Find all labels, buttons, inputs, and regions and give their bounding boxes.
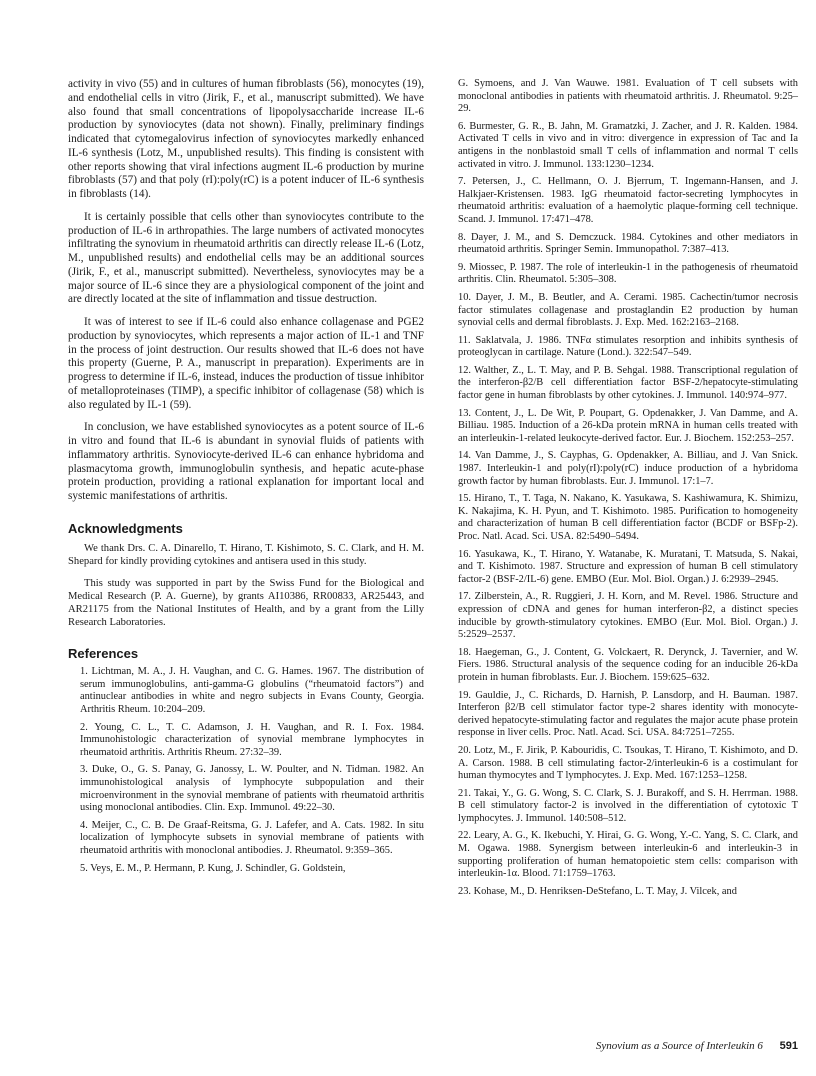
reference-item: 17. Zilberstein, A., R. Ruggieri, J. H. Korn, and M. Revel. 1986. Structure and expression of cDNA and genes for human interferon-β2, a distinct species inducible by growth-stimulatory cytokines. EMBO (Eur. Mol. Biol. Organ.) J. 5:2529–2537. — [458, 591, 798, 641]
reference-item: 20. Lotz, M., F. Jirik, P. Kabouridis, C. Tsoukas, T. Hirano, T. Kishimoto, and D. A. Carson. 1988. B cell stimulating factor-2/interleukin-6 is a costimulant for human thymocytes and T lymphocytes. J. Exp. Med. 167:1253–1258. — [458, 744, 798, 782]
reference-item: 13. Content, J., L. De Wit, P. Poupart, G. Opdenakker, J. Van Damme, and A. Billiau. 1985. Induction of a 26-kDa protein mRNA in human cells treated with an interleukin-1-related leukocyte-derived factor. Eur. J. Biochem. 152:253–257. — [458, 407, 798, 444]
page-footer — [446, 1040, 798, 1052]
left-column — [68, 78, 424, 880]
right-column — [446, 78, 798, 903]
reference-item: 12. Walther, Z., L. T. May, and P. B. Sehgal. 1988. Transcriptional regulation of the interferon-β2/B cell differentiation factor BSF-2/hepatocyte-stimulating factor gene in human fibroblasts by other cytokines. J. Immunol. 140:974–977. — [458, 364, 798, 402]
reference-list — [446, 78, 798, 898]
body-paragraph: activity in vivo (55) and in cultures of human fibroblasts (56), monocytes (19), and endothelial cells in vitro (Jirik, F., et al., manuscript submitted). We have also found that small concentrations of lipopolysaccharide increase IL-6 production by synoviocytes (data not shown). Finally, preliminary findings indicated that cytomegalovirus infection of synoviocytes markedly enhanced IL-6 synthesis (Lotz, M., unpublished results). This finding is consistent with other reports showing that viral infections augment IL-6 production by murine fibroblasts (57) and that poly (rI):poly(rC) is a potent inducer of IL-6 synthesis in fibroblasts (14). — [68, 78, 424, 200]
running-title: Synovium as a Source of Interleukin 6 — [595, 1040, 763, 1052]
references-heading: References — [68, 645, 139, 661]
reference-item: 19. Gauldie, J., C. Richards, D. Harnish, P. Lansdorp, and H. Bauman. 1987. Interferon β2/B cell stimulator factor type-2 shares identity with monocyte-derived hepatocyte-stimulating factor and regulates the major acute phase protein response in liver cells. Proc. Natl. Acad. Sci. USA. 84:7251–7255. — [458, 689, 798, 739]
reference-item: 22. Leary, A. G., K. Ikebuchi, Y. Hirai, G. G. Wong, Y.-C. Yang, S. C. Clark, and M. Ogawa. 1988. Synergism between interleukin-6 and interleukin-3 in supporting proliferation of human hematopoietic stem cells: comparison with interleukin-1α. Blood. 71:1759–1763. — [458, 830, 798, 880]
reference-item: 11. Saklatvala, J. 1986. TNFα stimulates resorption and inhibits synthesis of proteoglycan in cartilage. Nature (Lond.). 322:547–549. — [458, 334, 798, 359]
reference-item: 9. Miossec, P. 1987. The role of interleukin-1 in the pathogenesis of rheumatoid arthritis. Clin. Rheumatol. 5:305–308. — [458, 261, 798, 286]
reference-item: G. Symoens, and J. Van Wauwe. 1981. Evaluation of T cell subsets with monoclonal antibodies in patients with rheumatoid arthritis. J. Rheumatol. 9:25–29. — [458, 78, 798, 115]
body-paragraph: It is certainly possible that cells other than synoviocytes contribute to the production of IL-6 in arthropathies. The large numbers of activated monocytes infiltrating the synovium in rheumatoid arthritis can directly release IL-6 (Lotz, M., unpublished results) and endothelial cells may be an additional sources (Jirik, F., et al., manuscript submitted). Nevertheless, synoviocytes may be a major source of IL-6 since they are a physiological component of the joint and are directly located at the site of inflammation and tissue destruction. — [68, 210, 424, 306]
reference-item: 21. Takai, Y., G. G. Wong, S. C. Clark, S. J. Burakoff, and S. H. Herrman. 1988. B cell stimulatory factor-2 is involved in the differentiation of cytotoxic T lymphocytes. J. Immunol. 140:508–512. — [458, 787, 798, 824]
reference-item: 4. Meijer, C., C. B. De Graaf-Reitsma, G. J. Lafefer, and A. Cats. 1982. In situ localization of lymphocyte subsets in synovial membrane of patients with rheumatoid arthritis with monoclonal antibodies. J. Rheumatol. 9:359–365. — [80, 819, 424, 856]
reference-item: 2. Young, C. L., T. C. Adamson, J. H. Vaughan, and R. I. Fox. 1984. Immunohistologic characterization of synovial membrane lymphocytes in rheumatoid arthritis. Arthritis Rheum. 27:32–39. — [80, 721, 424, 758]
reference-item: 3. Duke, O., G. S. Panay, G. Janossy, L. W. Poulter, and N. Tidman. 1982. An immunohistological analysis of lymphocyte subpopulation and their microenvironment in the synovial membrane of patients with rheumatoid arthritis using monoclonal antibodies. Clin. Exp. Immunol. 49:22–30. — [80, 764, 424, 814]
reference-item: 15. Hirano, T., T. Taga, N. Nakano, K. Yasukawa, S. Kashiwamura, K. Shimizu, K. Nakajima, K. H. Pyun, and T. Kishimoto. 1985. Purification to homogeneity and characterization of human B cell differentiation factor (BCDF or BSFp-2). Proc. Natl. Acad. Sci. USA. 82:5490–5494. — [458, 493, 798, 542]
page-number: 591 — [779, 1040, 798, 1052]
reference-item: 1. Lichtman, M. A., J. H. Vaughan, and C. G. Hames. 1967. The distribution of serum immunoglobulins, anti-gamma-G globulins (“rheumatoid factors”) and antinuclear antibodies in white and negro subjects in Evans County, Georgia. Arthritis Rheum. 10:204–209. — [80, 666, 424, 716]
reference-item: 14. Van Damme, J., S. Cayphas, G. Opdenakker, A. Billiau, and J. Van Snick. 1987. Interleukin-1 and poly(rI):poly(rC) induce production of a hybridoma growth factor by human fibroblasts. Eur. J. Immunol. 17:1–7. — [458, 450, 798, 487]
reference-item: 23. Kohase, M., D. Henriksen-DeStefano, L. T. May, J. Vilcek, and — [458, 885, 737, 897]
reference-item: 18. Haegeman, G., J. Content, G. Volckaert, R. Derynck, J. Tavernier, and W. Fiers. 1986. Structural analysis of the sequence coding for an inducible 26-kDa protein in human fibroblasts. Eur. J. Biochem. 159:625–632. — [458, 646, 798, 683]
reference-item: 5. Veys, E. M., P. Hermann, P. Kung, J. Schindler, G. Goldstein, — [80, 862, 346, 874]
acknowledgment-paragraph: We thank Drs. C. A. Dinarello, T. Hirano, T. Kishimoto, S. C. Clark, and H. M. Shepard for kindly providing cytokines and antisera used in this study. — [68, 542, 424, 567]
reference-item: 10. Dayer, J. M., B. Beutler, and A. Cerami. 1985. Cachectin/tumor necrosis factor stimulates collagenase and prostaglandin E2 production by human synovial cells and dermal fibroblasts. J. Exp. Med. 162:2163–2168. — [458, 291, 798, 329]
reference-list — [68, 666, 424, 875]
reference-item: 16. Yasukawa, K., T. Hirano, Y. Watanabe, K. Muratani, T. Matsuda, S. Nakai, and T. Kishimoto. 1987. Structure and expression of human B cell stimulatory factor-2 (BSF-2/IL-6) gene. EMBO (Eur. Mol. Biol. Organ.) J. 6:2939–2945. — [458, 548, 798, 585]
reference-item: 7. Petersen, J., C. Hellmann, O. J. Bjerrum, T. Ingemann-Hansen, and J. Halkjaer-Kristensen. 1983. IgG rheumatoid factor-secreting lymphocytes in rheumatoid arthritis: evaluation of a haemolytic plaque-forming cell technique. Scand. J. Immunol. 17:471–478. — [458, 176, 798, 225]
acknowledgment-paragraph: This study was supported in part by the Swiss Fund for the Biological and Medical Research (P. A. Guerne), by grants AI10386, RR00833, AR25443, and AR21175 from the National Institutes of Health, and by a grant from the Lilly Research Laboratories. — [68, 577, 424, 628]
body-paragraph: It was of interest to see if IL-6 could also enhance collagenase and PGE2 production by synoviocytes, which represents a major action of IL-1 and TNF in the process of joint destruction. Our results showed that IL-6 does not have this property (Guerne, P. A., manuscript in preparation). Experiments are in progress to determine if IL-6, instead, induces the production of tissue inhibitor of metalloproteinases (TIMP), a specific inhibitor of collagenase (58) which is also regulated by IL-1 (59). — [68, 316, 424, 411]
reference-item: 6. Burmester, G. R., B. Jahn, M. Gramatzki, J. Zacher, and J. R. Kalden. 1984. Activated T cells in vivo and in vitro: divergence in expression of Tac and Ia antigens in the nonblastoid small T cells of inflammation and normal T cells activated in vitro. J. Immunol. 133:1230–1234. — [458, 120, 798, 170]
body-paragraph: In conclusion, we have established synoviocytes as a potent source of IL-6 in vitro and found that IL-6 is abundant in synovial fluids of patients with inflammatory arthritis. Synoviocyte-derived IL-6 can enhance hybridoma and plasmacytoma growth, immunoglobulin synthesis, and hepatic acute-phase protein production, providing a rational explanation for important local and systemic manifestations of arthritis. — [68, 421, 424, 502]
reference-item: 8. Dayer, J. M., and S. Demczuck. 1984. Cytokines and other mediators in rheumatoid arthritis. Springer Semin. Immunopathol. 7:387–413. — [458, 231, 798, 256]
acknowledgments-heading: Acknowledgments — [68, 520, 183, 536]
